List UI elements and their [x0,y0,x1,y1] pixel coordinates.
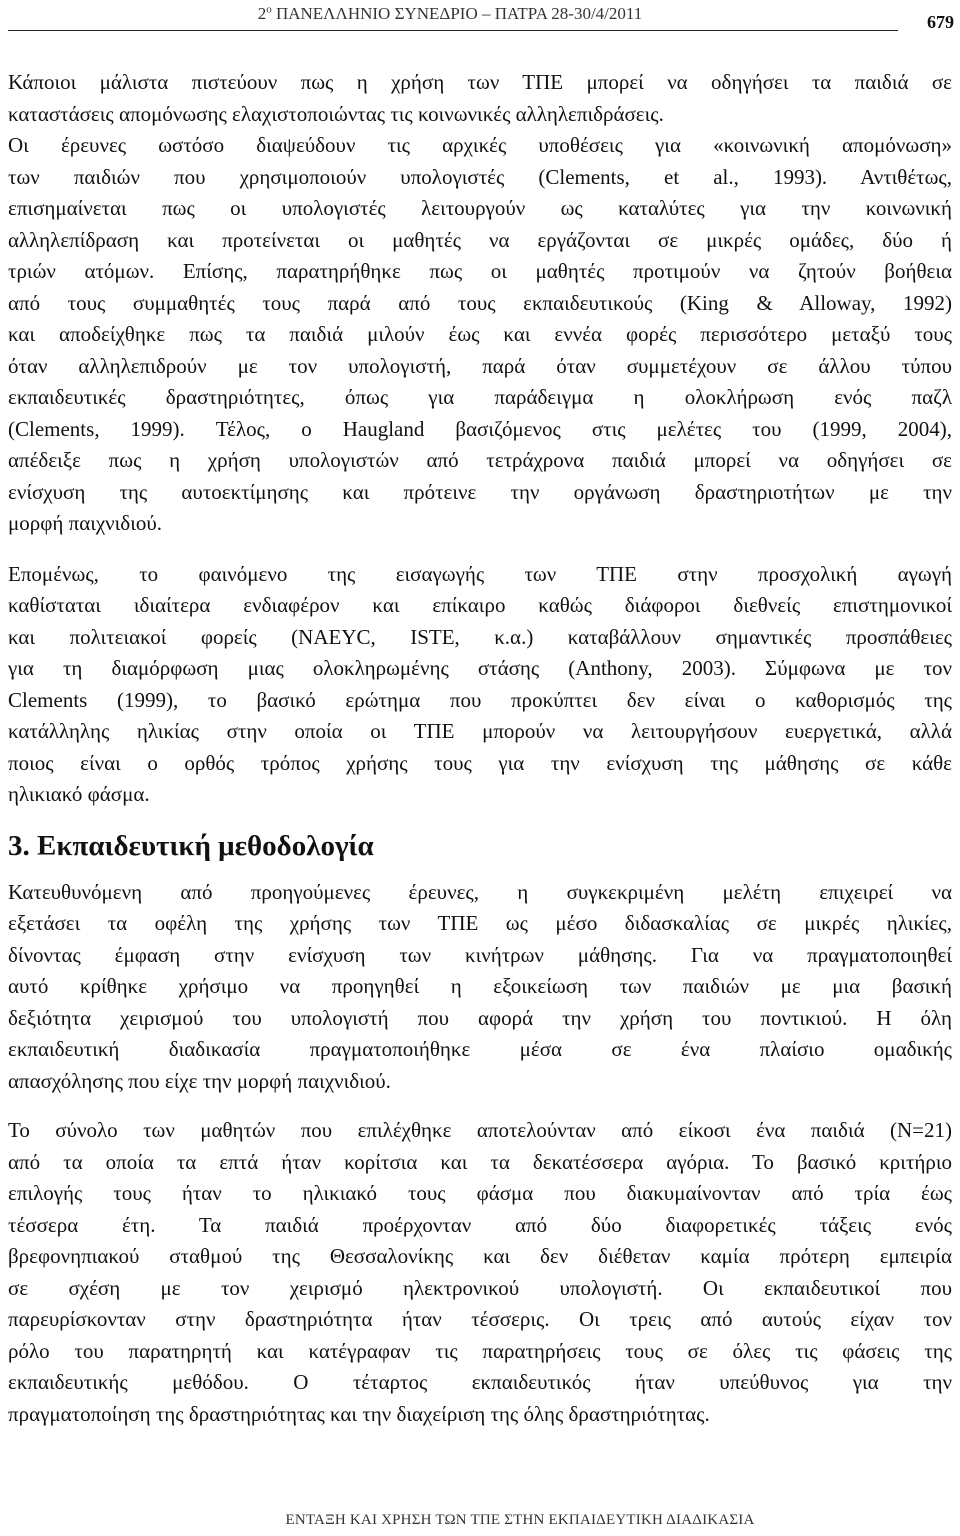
text-line: απασχόλησης που είχε την μορφή παιχνιδιού. [8,1068,391,1093]
text-line: απέδειξε πως η χρήση υπολογιστών από τετράχρονα παιδιά μπορεί να οδηγήσει σε [8,448,952,472]
paragraph-1 [8,67,952,540]
running-header [250,4,650,24]
text-line: επισημαίνεται πως οι υπολογιστές λειτουργούν ως καταλύτες για την κοινωνική [8,196,952,220]
section-heading: 3. Εκπαιδευτική μεθοδολογία [8,829,374,862]
paragraph-4 [8,1115,952,1430]
running-footer: ΕΝΤΑΞΗ ΚΑΙ ΧΡΗΣΗ ΤΩΝ ΤΠΕ ΣΤΗΝ ΕΚΠΑΙΔΕΥΤΙΚΗ ΔΙΑΔΙΚΑΣΙΑ [285,1512,755,1528]
text-line: Clements (1999), το βασικό ερώτημα που προκύπτει δεν είναι ο καθορισμός της [8,687,952,712]
text-line: κατάλληλης ηλικίας στην οποία οι ΤΠΕ μπορούν να λειτουργήσουν ευεργετικά, αλλά [8,719,952,743]
text-line: τριών ατόμων. Επίσης, παρατηρήθηκε πως οι μαθητές προτιμούν να ζητούν βοήθεια [8,259,952,283]
text-line: καταστάσεις απομόνωσης ελαχιστοποιώντας τις κοινωνικές αλληλεπιδράσεις. [8,101,664,126]
text-line: πραγματοποίηση της δραστηριότητας και την διαχείριση της όλης δραστηριότητας. [8,1401,710,1426]
text-line: ρόλο του παρατηρητή και κατέγραφαν τις παρατηρήσεις τους σε όλες τις φάσεις της [8,1338,952,1363]
paragraph-2 [8,559,952,811]
text-line: όταν αλληλεπιδρούν με τον υπολογιστή, παρά όταν συμμετέχουν σε άλλου τύπου [8,353,952,378]
page-number: 679 [927,12,954,32]
text-line: εκπαιδευτική διαδικασία πραγματοποιήθηκε μέσα σε ένα πλαίσιο ομαδικής [8,1037,952,1061]
paragraph-3 [8,877,952,1098]
text-line: Κατευθυνόμενη από προηγούμενες έρευνες, η συγκεκριμένη μελέτη επιχειρεί να [8,879,952,904]
text-line: δεξιότητα χειρισμού του υπολογιστή που αφορά την χρήση του ποντικιού. Η όλη [8,1005,952,1030]
text-line: βρεφονηπιακού σταθμού της Θεσσαλονίκης και δεν διέθεταν καμία πρότερη εμπειρία [8,1244,952,1268]
text-line: ποιος είναι ο ορθός τρόπος χρήσης τους για την ενίσχυση της μάθησης σε κάθε [8,750,952,775]
header-number: 2 [257,4,267,23]
text-line: εκπαιδευτικές δραστηριότητες, όπως για παράδειγμα η ολοκλήρωση ενός παζλ [8,385,952,409]
text-line: και πολιτειακοί φορείς (NAEYC, ISTE, κ.α.) καταβάλλουν σημαντικές προσπάθειες [8,624,952,649]
text-line: Το σύνολο των μαθητών που επιλέχθηκε αποτελούνταν από είκοσι ένα παιδιά (N=21) [8,1118,952,1142]
text-line: Οι έρευνες ωστόσο διαψεύδουν τις αρχικές υποθέσεις για «κοινωνική απομόνωση» [8,133,952,157]
header-superscript: ο [266,3,272,16]
page-content [8,67,952,1430]
text-line: Κάποιοι μάλιστα πιστεύουν πως η χρήση των ΤΠΕ μπορεί να οδηγήσει τα παιδιά σε [8,70,952,94]
text-line: τέσσερα έτη. Τα παιδιά προέρχονταν από δύο διαφορετικές τάξεις ενός [8,1212,952,1237]
text-line: Επομένως, το φαινόμενο της εισαγωγής των ΤΠΕ στην προσχολική αγωγή [8,561,952,586]
text-line: αυτό κρίθηκε χρήσιμο να προηγηθεί η εξοικείωση των παιδιών με μια βασική [8,974,952,998]
text-line: από τα οποία τα επτά ήταν κορίτσια και τα δεκατέσσερα αγόρια. Το βασικό κριτήριο [8,1149,952,1174]
text-line: και αποδείχθηκε πως τα παιδιά μιλούν έως και εννέα φορές περισσότερο μεταξύ τους [8,322,952,346]
text-line: επιλογής τους ήταν το ηλικιακό τους φάσμα που διακυμαίνονταν από τρία έως [8,1181,952,1205]
header-conference: ΠΑΝΕΛΛΗΝΙΟ ΣΥΝΕΔΡΙΟ – ΠΑΤΡΑ 28-30/4/2011 [271,4,643,23]
text-line: εκπαιδευτικής μεθόδου. Ο τέταρτος εκπαιδευτικός ήταν υπεύθυνος για την [8,1370,952,1394]
text-line: εξετάσει τα οφέλη της χρήσης των ΤΠΕ ως μέσο διδασκαλίας σε μικρές ηλικίες, [8,911,952,935]
text-line: δίνοντας έμφαση στην ενίσχυση των κινήτρων μάθησης. Για να πραγματοποιηθεί [8,942,952,967]
text-line: ενίσχυση της αυτοεκτίμησης και πρότεινε την οργάνωση δραστηριοτήτων με την [8,479,952,504]
text-line: σε σχέση με τον χειρισμό ηλεκτρονικού υπολογιστή. Οι εκπαιδευτικοί που [8,1275,952,1300]
text-line: των παιδιών που χρησιμοποιούν υπολογιστές (Clements, et al., 1993). Αντιθέτως, [8,164,952,189]
text-line: ηλικιακό φάσμα. [8,782,150,806]
text-line: από τους συμμαθητές τους παρά από τους εκπαιδευτικούς (King & Alloway, 1992) [8,290,952,315]
text-line: αλληλεπίδραση και προτείνεται οι μαθητές να εργάζονται σε μικρές ομάδες, δύο ή [8,227,952,252]
text-line: καθίσταται ιδιαίτερα ενδιαφέρον και επίκαιρο καθώς διάφοροι διεθνείς επιστημονικοί [8,593,952,617]
text-line: για τη διαμόρφωση μιας ολοκληρωμένης στάσης (Anthony, 2003). Σύμφωνα με τον [8,656,952,680]
text-line: μορφή παιχνιδιού. [8,511,163,535]
header-rule [8,30,898,31]
text-line: (Clements, 1999). Τέλος, ο Haugland βασιζόμενος στις μελέτες του (1999, 2004), [8,416,952,441]
text-line: παρευρίσκονταν στην δραστηριότητα ήταν τέσσερις. Οι τρεις από αυτούς είχαν τον [8,1307,952,1331]
